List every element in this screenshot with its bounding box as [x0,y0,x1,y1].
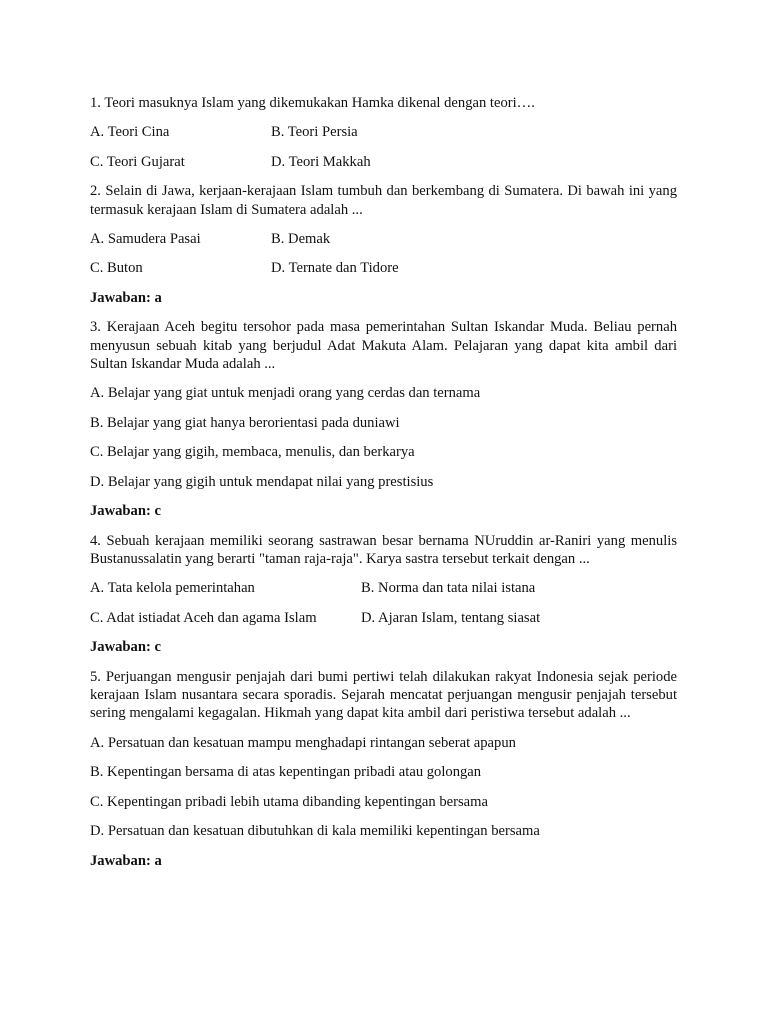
question-1-options-row-1 [90,123,677,141]
question-5-answer: Jawaban: a [90,852,162,869]
question-4-options-row-2 [90,609,677,627]
question-3-answer: Jawaban: c [90,503,161,520]
question-4-options-row-1 [90,579,677,597]
question-3-text: 3. Kerajaan Aceh begitu tersohor pada masa pemerintahan Sultan Iskandar Muda. Beliau pernah menyusun sebuah kitab yang berjudul Adat Makuta Alam. Pelajaran yang dapat kita ambil dari Sultan Iskandar Muda adalah ... [90,319,677,372]
question-1-options-row-2 [90,153,677,171]
question-4-option-d: D. Ajaran Islam, tentang siasat [361,609,541,626]
question-2-answer: Jawaban: a [90,289,162,306]
question-2-options-row-2 [90,259,677,277]
question-3-option-b: B. Belajar yang giat hanya berorientasi pada duniawi [90,414,400,431]
question-2-option-c: C. Buton [90,260,143,277]
question-5-option-b: B. Kepentingan bersama di atas kepentingan pribadi atau golongan [90,764,482,781]
question-1-option-d: D. Teori Makkah [271,153,371,170]
question-1-option-b: B. Teori Persia [271,124,358,141]
question-5-option-d: D. Persatuan dan kesatuan dibutuhkan di kala memiliki kepentingan bersama [90,823,540,840]
question-1-text: 1. Teori masuknya Islam yang dikemukakan Hamka dikenal dengan teori…. [90,95,535,111]
question-4-option-a: A. Tata kelola pemerintahan [90,580,255,597]
question-4-answer: Jawaban: c [90,639,161,656]
question-1-option-c: C. Teori Gujarat [90,153,185,170]
question-2-option-a: A. Samudera Pasai [90,230,201,247]
question-2-option-b: B. Demak [271,230,331,247]
question-4-option-b: B. Norma dan tata nilai istana [361,580,536,597]
question-5-option-c: C. Kepentingan pribadi lebih utama dibanding kepentingan bersama [90,793,488,810]
document-page [90,94,677,881]
question-3-option-a: A. Belajar yang giat untuk menjadi orang yang cerdas dan ternama [90,385,481,402]
question-5-option-a: A. Persatuan dan kesatuan mampu menghadapi rintangan seberat apapun [90,734,516,751]
question-1-option-a: A. Teori Cina [90,124,170,141]
question-4-option-c: C. Adat istiadat Aceh dan agama Islam [90,609,317,626]
question-3-option-c: C. Belajar yang gigih, membaca, menulis, dan berkarya [90,444,415,461]
question-2-text: 2. Selain di Jawa, kerjaan-kerajaan Islam tumbuh dan berkembang di Sumatera. Di bawah ini yang termasuk kerajaan Islam di Sumatera adalah ... [90,183,677,218]
question-2-option-d: D. Ternate dan Tidore [271,260,399,277]
question-4-text: 4. Sebuah kerajaan memiliki seorang sastrawan besar bernama NUruddin ar-Raniri yang menulis Bustanussalatin yang berarti "taman raja-raja". Karya sastra tersebut terkait dengan ... [90,532,677,568]
question-2-options-row-1 [90,230,677,248]
question-3-option-d: D. Belajar yang gigih untuk mendapat nilai yang prestisius [90,473,434,490]
question-5-text: 5. Perjuangan mengusir penjajah dari bumi pertiwi telah dilakukan rakyat Indonesia sejak periode kerajaan Islam nusantara secara sporadis. Sejarah mencatat perjuangan mengusir penjajah tersebut sering mengalami kegagalan. Hikmah yang dapat kita ambil dari peristiwa tersebut adalah ... [90,668,677,722]
